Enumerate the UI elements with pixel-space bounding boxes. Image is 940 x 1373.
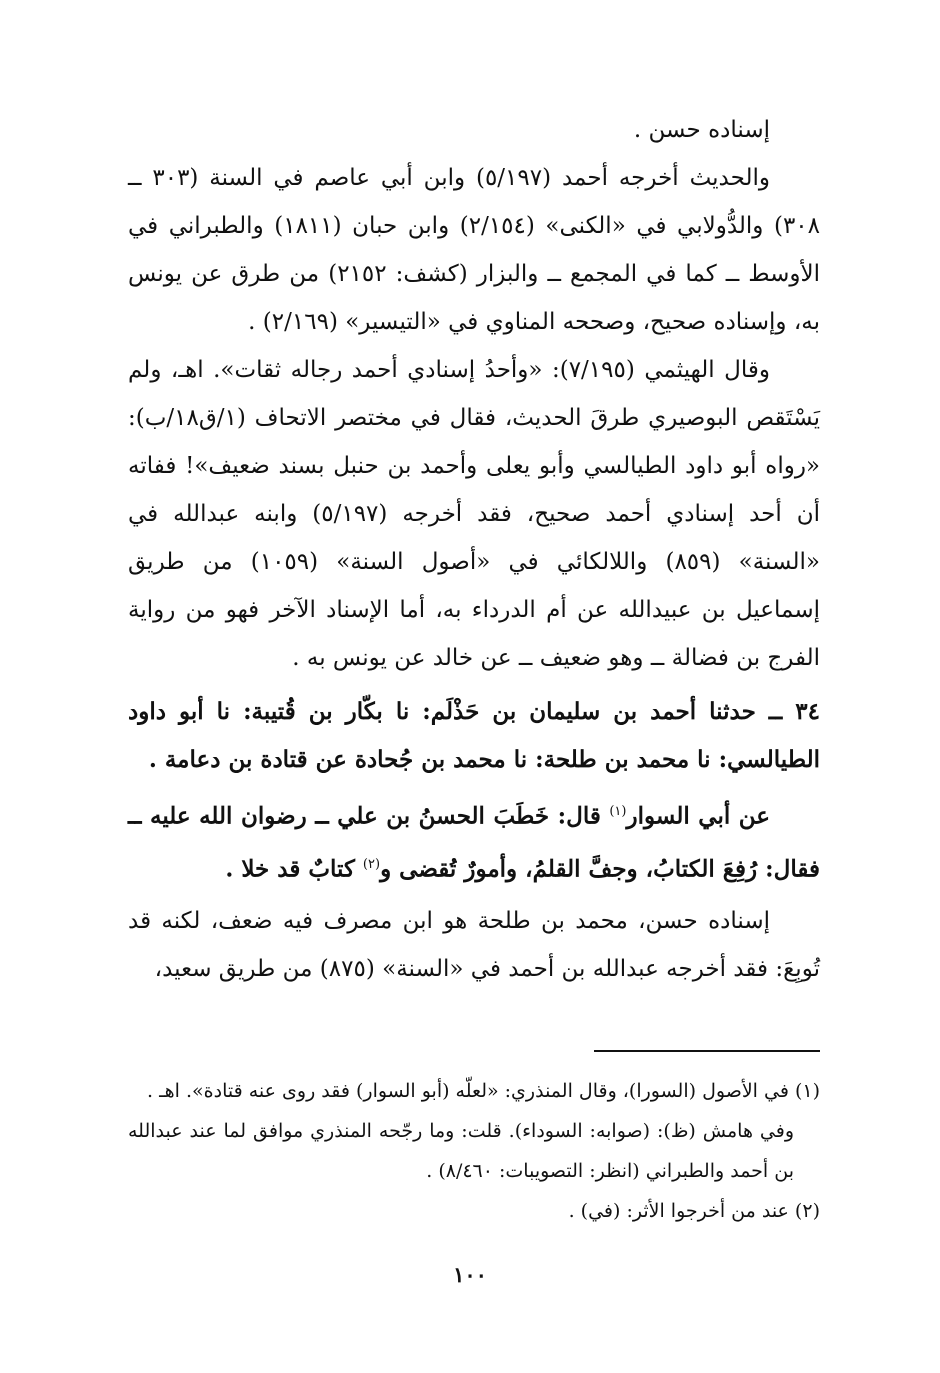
- footnote-1: (١) في الأصول (السورا)، وقال المنذري: «لعلّه (أبو السوار) فقد روى عنه قتادة». اهـ .: [147, 1080, 820, 1102]
- main-text: [128, 106, 820, 993]
- page-number: ١٠٠: [453, 1262, 487, 1287]
- footnote-separator: [594, 1050, 820, 1052]
- footnotes: [128, 1071, 820, 1231]
- paragraph-haythami: وقال الهيثمي (٧/١٩٥): «وأحدُ إسنادي أحمد رجاله ثقات». اهـ، ولم يَسْتَقص البوصيري طرقَ الحديث، فقال في مختصر الاتحاف (١/ق١٨/ب): «رواه أبو داود الطيالسي وأبو يعلى وأحمد بن حنبل بسند ضعيف»! ففاته أن أحد إسنادي أحمد صحيح، فقد أخرجه (٥/١٩٧) وابنه عبدالله في «السنة» (٨٥٩) واللالكائي في «أصول السنة» (١٠٥٩) من طريق إسماعيل بن عبيدالله عن أم الدرداء به، أما الإسناد الآخر فهو من رواية الفرج بن فضالة ــ وهو ضعيف ــ عن خالد عن يونس به .: [128, 357, 820, 671]
- hadith-isnad: ٣٤ ــ حدثنا أحمد بن سليمان بن حَذْلَم: نا بكّار بن قُتيبة: نا أبو داود الطيالسي: نا محمد بن طلحة: نا محمد بن جُحادة عن قتادة بن دعامة .: [128, 698, 820, 773]
- footnote-2: (٢) عند من أخرجوا الأثر: (في) .: [568, 1200, 820, 1222]
- hadith-matn-part-3: كتابٌ قد خلا .: [225, 855, 363, 883]
- footnote-1-continued: وفي هامش (ظ): (صوابه: السوداء). قلت: وما رجّحه المنذري موافق لما عند عبدالله بن أحمد والطبراني (انظر: التصويبات: ٨/٤٦٠) .: [128, 1120, 794, 1182]
- footnote-marker-2: (٢): [362, 856, 381, 872]
- hadith-matn-part-1: عن أبي السوار: [626, 802, 770, 830]
- footnote-marker-1: (١): [609, 804, 627, 819]
- paragraph-commentary: إسناده حسن، محمد بن طلحة هو ابن مصرف فيه ضعف، لكنه قد تُوبِعَ: فقد أخرجه عبدالله بن أحمد في «السنة» (٨٧٥) من طريق سعيد،: [128, 908, 820, 983]
- paragraph-takhrij: والحديث أخرجه أحمد (٥/١٩٧) وابن أبي عاصم في السنة (٣٠٣ ــ ٣٠٨) والدُّولابي في «الكنى» (٢/١٥٤) وابن حبان (١٨١١) والطبراني في الأوسط ــ كما في المجمع ــ والبزار (كشف: ٢١٥٢) من طرق عن يونس به، وإسناده صحيح، وصححه المناوي في «التيسير» (٢/١٦٩) .: [128, 165, 821, 335]
- hadith-matn: [128, 788, 820, 893]
- hadith-matn-part-2: قال: خَطَبَ الحسنُ بن علي ــ رضوان الله عليه ــ فقال: رُفِعَ الكتابُ، وجفَّ القلمُ، وأمورٌ تُقضى و: [128, 802, 820, 883]
- paragraph-isnad-grade: إسناده حسن .: [633, 117, 770, 143]
